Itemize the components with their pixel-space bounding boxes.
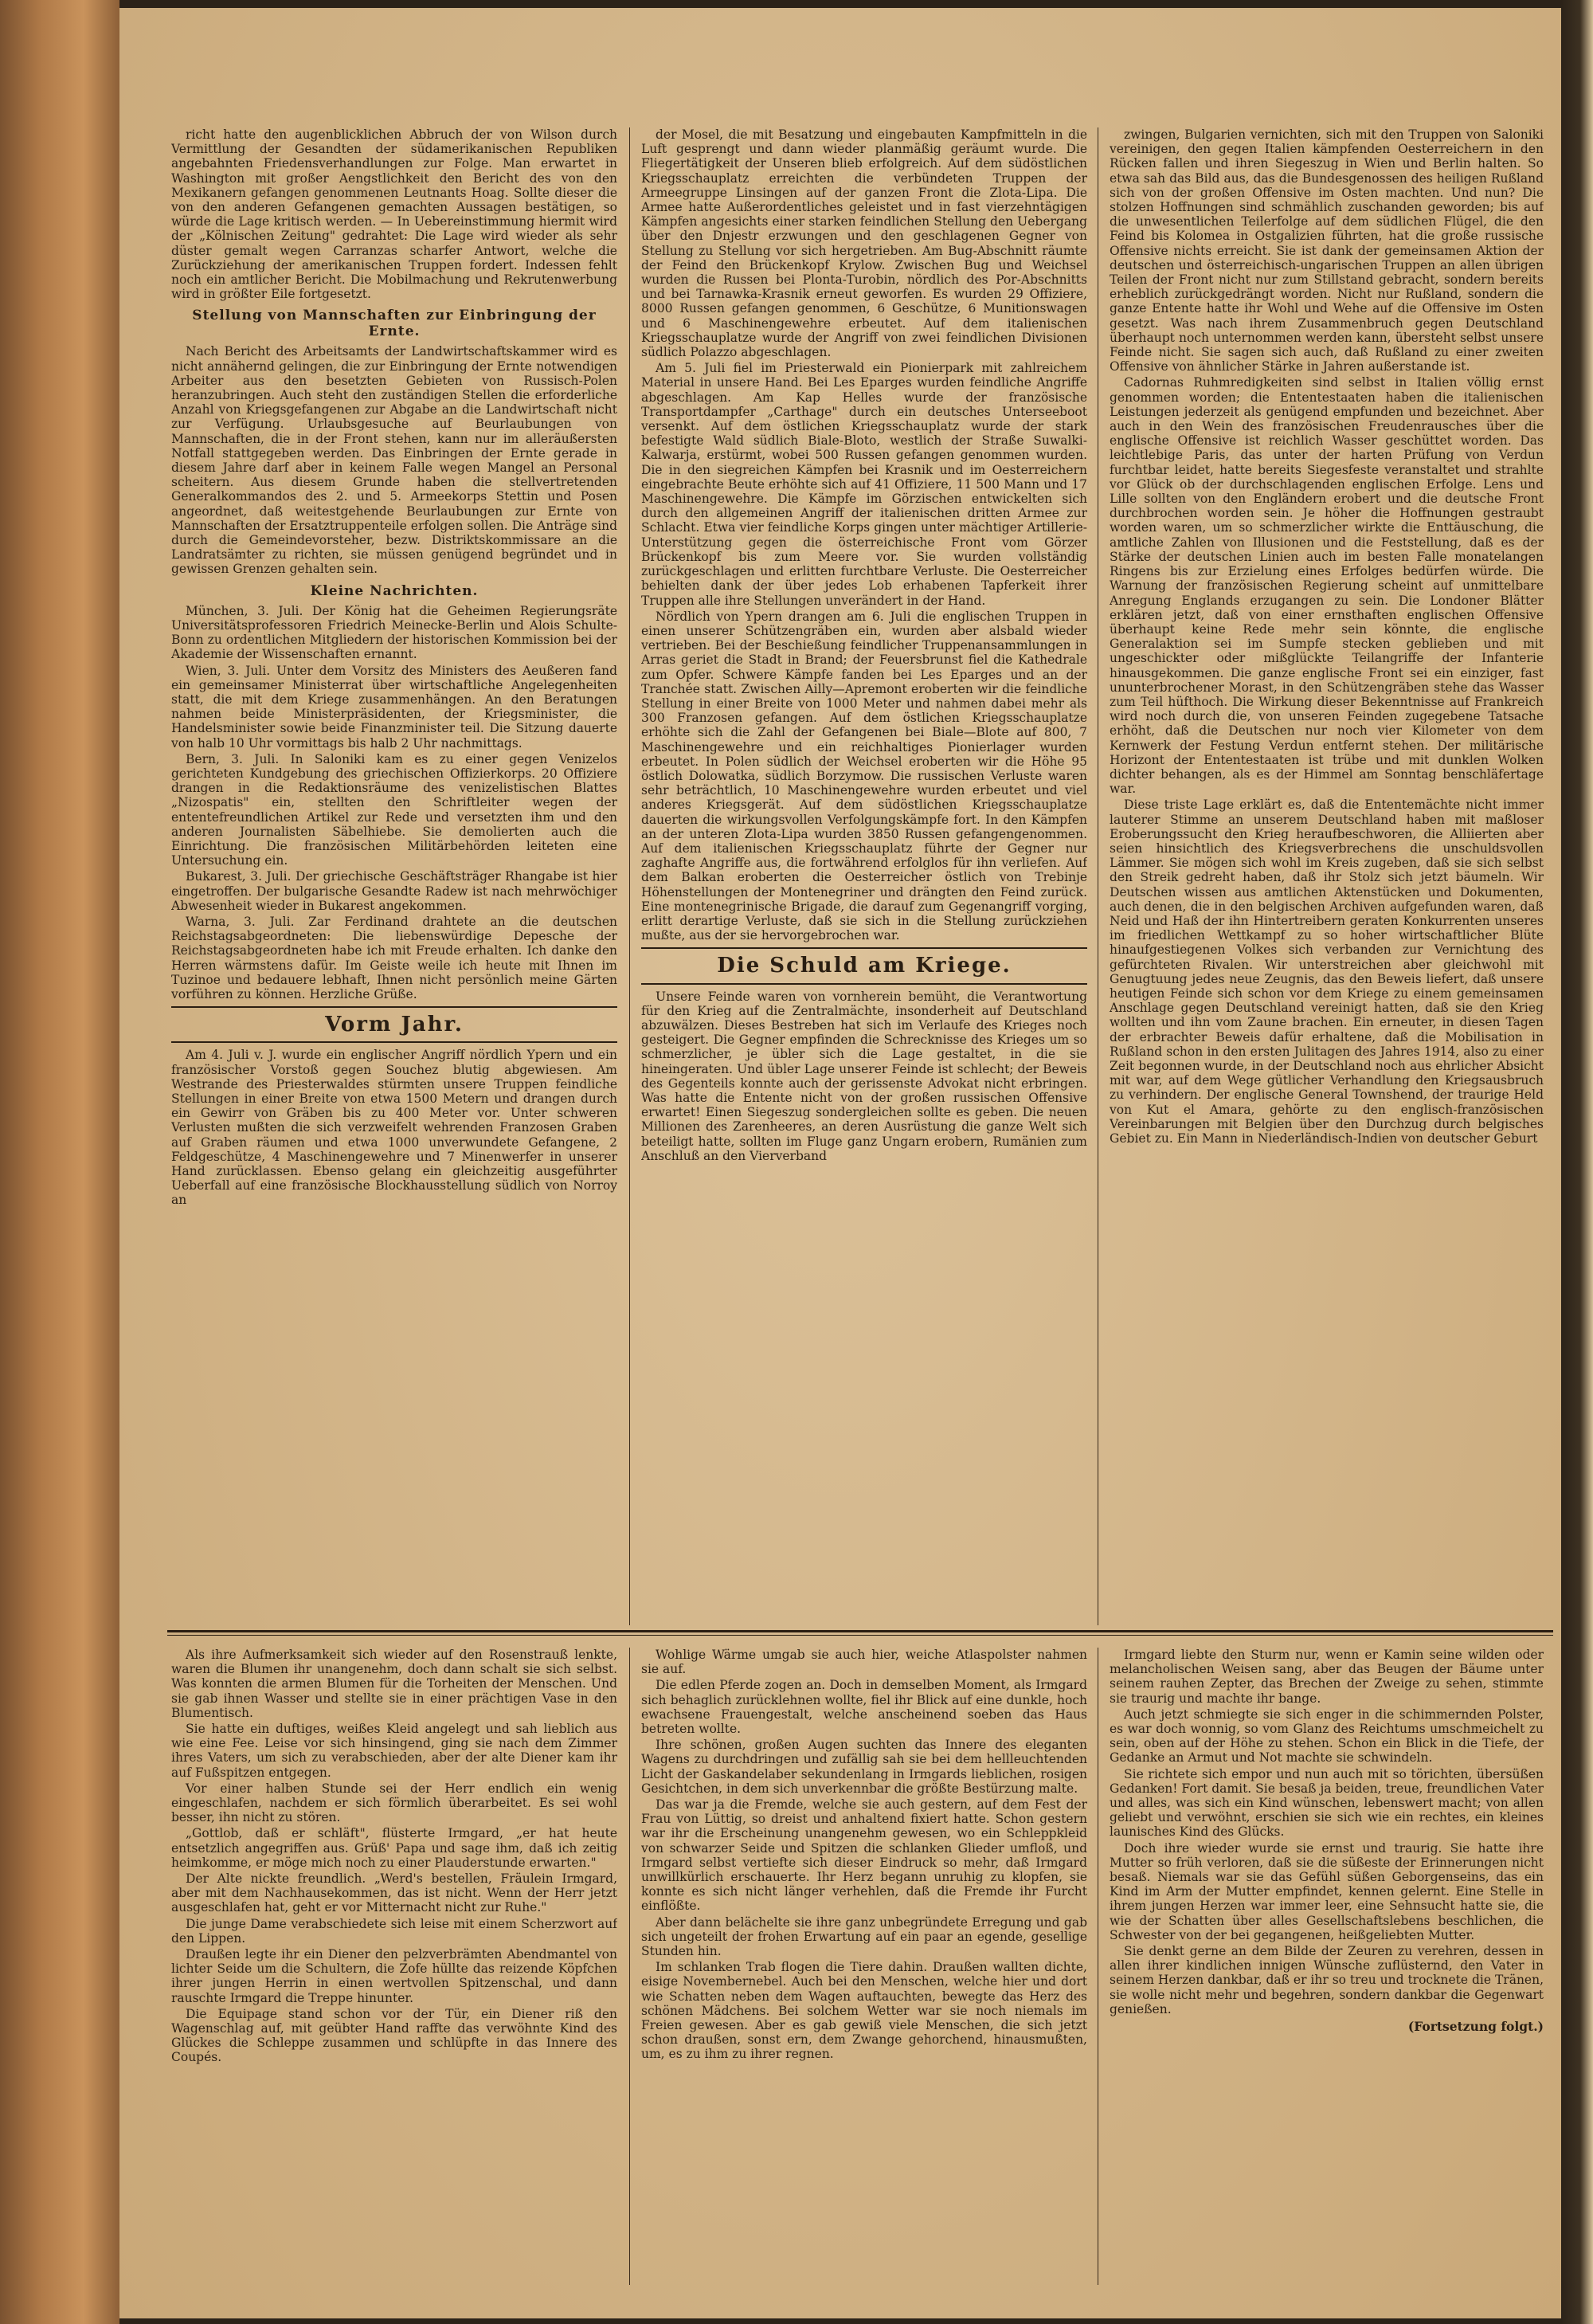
story-text: Sie hatte ein duftiges, weißes Kleid angelegt und sah lieblich aus wie eine Fee. Leise vor sich hinsingend, ging sie nach dem Zimmer ihres Vaters, um sich zu verabschieden, aber der alte Diener kam ihr auf Fußspitzen entgegen. bbox=[171, 1722, 617, 1780]
article-text: Unsere Feinde waren von vornherein bemüht, die Verantwortung für den Krieg auf die Zentralmächte, insonderheit auf Deutschland abzuwälzen. Dieses Bestreben hat sich im Verlaufe des Krieges noch gesteigert. Die Gegner empfinden die Schrecknisse des Krieges um so schmerzlicher, je übler sich die Lage gestaltet, in die sie hineingeraten. Und übler Lage unserer Feinde ist schlecht; der Beweis des Gegenteils konnte auch der gerissenste Advokat nicht erbringen. Was hatte die Entente nicht von der großen russischen Offensive erwartet! Einen Siegeszug sondergleichen sollte es geben. Die neuen Millionen des Zarenheeres, an deren Ausrüstung die ganze Welt sich beteiligt hatte, sollten im Fluge ganz Ungarn erobern, Rumänien zum Anschluß an den Vierverband bbox=[641, 989, 1087, 1163]
story-text: Vor einer halben Stunde sei der Herr endlich ein wenig eingeschlafen, nachdem er sich förmlich überarbeitet. Es sei wohl besser, ihn nicht zu stören. bbox=[171, 1781, 617, 1825]
section-box bbox=[171, 1006, 617, 1043]
story-text: Sie richtete sich empor und nun auch mit so törichten, übersüßen Gedanken! Fort damit. Sie besaß ja beiden, treue, freundlichen Vater und alles, was sich ein Kind wünschen, lebenswert macht; von allen geliebt und verwöhnt, erschien sie sich wie ein rechtes, ein kleines launisches Kind des Glücks. bbox=[1110, 1766, 1544, 1840]
article-text: der Mosel, die mit Besatzung und eingebauten Kampfmitteln in die Luft gesprengt und dann wieder planmäßig geräumt wurde. Die Fliegertätigkeit der Unseren blieb erfolgreich. Auf dem südöstlichen Kriegsschauplatz erreichten die verbündeten Truppen der Armeegruppe Linsingen auf der ganzen Front die Zlota-Lipa. Die Armee hatte Außerordentliches geleistet und in fast vierzehntägigen Kämpfen angesichts einer starken feindlichen Stellung den Uebergang über den Dnjestr erzwungen und den geschlagenen Gegner von Stellung zu Stellung vor sich hergetrieben. Am Bug-Abschnitt räumte der Feind den Brückenkopf Krylow. Zwischen Bug und Weichsel wurden die Russen bei Plonta-Turobin, nördlich des Por-Abschnitts und bei Tarnawka-Krasnik erneut geworfen. Es wurden 29 Offiziere, 8000 Russen gefangen genommen, 6 Geschütze, 6 Munitionswagen und 6 Maschinengewehre erbeutet. Auf dem italienischen Kriegsschauplatze wurde der Angriff von zwei feindlichen Divisionen südlich Polazzo abgeschlagen. bbox=[641, 127, 1087, 360]
article-text: Am 4. Juli v. J. wurde ein englischer Angriff nördlich Ypern und ein französischer Vorstoß gegen Souchez blutig abgewiesen. Am Westrande des Priesterwaldes stürmten unsere Truppen feindliche Stellungen in einer Breite von etwa 1500 Metern und drangen durch ein Gewirr von Gräben bis zu 400 Meter vor. Unter schweren Verlusten mußten die sich verzweifelt wehrenden Franzosen Graben auf Graben räumen und etwa 1000 unverwundete Gefangene, 2 Feldgeschütze, 4 Maschinengewehre und 7 Minenwerfer in unserer Hand zurücklassen. Ebenso gelang ein gleichzeitig ausgeführter Ueberfall auf eine französische Blockhausstellung südlich von Norroy an bbox=[171, 1048, 617, 1208]
newspaper-page bbox=[119, 8, 1561, 2318]
story-text: Wohlige Wärme umgab sie auch hier, weiche Atlaspolster nahmen sie auf. bbox=[641, 1648, 1087, 1677]
article-text: Diese triste Lage erklärt es, daß die Ententemächte nicht immer lauterer Stimme an unserem Deutschland haben mit maßloser Eroberungssucht den Krieg heraufbeschworen, die Alliierten aber seien hinsichtlich des Kriegsverbrechens die unschuldsvollen Lämmer. Sie mögen sich wohl im Kreis zugeben, daß sie sich selbst den Streik gedreht haben, daß ihr Stolz sich jetzt bäumeln. Wir Deutschen wissen aus amtlichen Aktenstücken und Dokumenten, auch denen, die in den belgischen Archiven aufgefunden waren, daß Neid und Haß der ihn Hintertreibern geraten Konkurrenten unseres im friedlichen Wettkampf zu so hoher wirtschaftlicher Blüte hinaufgestiegenen Volkes sich verbanden zur Vernichtung des gefürchteten Rivalen. Wir unterstreichen aber gleichwohl mit Genugtuung jedes neue Zeugnis, das den Beweis liefert, daß unsere heutigen Feinde sich schon vor dem Kriege zu einem gemeinsamen Anschlage gegen Deutschland vereinigt hatten, daß sie den Krieg wollten und ihn vom Zaune brachen. Ein erneuter, in diesen Tagen der erbrachter Beweis dafür erhaltene, daß die Mobilisation in Rußland schon in den ersten Julitagen des Jahres 1914, also zu einer Zeit begonnen wurde, in der Deutschland noch aus ehrlicher Absicht mit war, auf dem Wege gütlicher Verhandlung den Kriegsausbruch zu verhindern. Der englische General Townshend, der traurige Held von Kut el Amara, gehörte zu den englisch-französischen Vereinbarungen mit Belgien über den Durchzug durch belgisches Gebiet zu. Ein Mann in Niederländisch-Indien von deutscher Geburt bbox=[1110, 798, 1544, 1146]
feuilleton-column-2 bbox=[641, 1648, 1087, 2285]
article-text: richt hatte den augenblicklichen Abbruch der von Wilson durch Vermittlung der Gesandten der südamerikanischen Republiken angebahnten Friedensverhandlungen zur Folge. Man erwartet in Washington mit großer Aengstlichkeit den Bericht des von den Mexikanern gefangen genommenen Leutnants Hoag. Sollte dieser die von den anderen Gefangenen gemachten Aussagen bestätigen, so würde die Lage kritisch werden. — In Uebereinstimmung hiermit wird der „Kölnischen Zeitung" gedrahtet: Die Lage wird wieder als sehr düster gemalt wegen Carranzas scharfer Antwort, welche die Zurückziehung der amerikanischen Truppen fordert. Indessen fehlt noch ein amtlicher Bericht. Die Mobilmachung und Rekrutenwerbung wird in größter Eile fortgesetzt. bbox=[171, 127, 617, 302]
column-2 bbox=[641, 127, 1087, 1625]
story-text: Doch ihre wieder wurde sie ernst und traurig. Sie hatte ihre Mutter so früh verloren, daß sie die süßeste der Erinnerungen nicht besaß. Niemals war sie das Gefühl süßen Geborgenseins, das ein Kind im Arm der Mutter empfindet, kennen gelernt. Eine Stelle in ihrem jungen Herzen war immer leer, eine Sehnsucht hatte sie, die wie der Schatten über alles Gesellschaftslebens beschlichen, die Schwester von der bei gegangenen, heißgeliebten Mutter. bbox=[1110, 1840, 1544, 1942]
column-divider bbox=[629, 1648, 630, 2285]
feuilleton-column-1 bbox=[171, 1648, 617, 2285]
article-text: Nach Bericht des Arbeitsamts der Landwirtschaftskammer wird es nicht annähernd gelingen, die zur Einbringung der Ernte notwendigen Arbeiter aus den besetzten Gebieten von Russisch-Polen heranzubringen. Auch steht den zuständigen Stellen die erforderliche Anzahl von Kriegsgefangenen zur Abgabe an die Landwirtschaft nicht zur Verfügung. Urlaubsgesuche auf Beurlaubungen von Mannschaften, die in der Front stehen, kann nur im alleräußersten Notfall stattgegeben werden. Das Einbringen der Ernte gerade in diesem Jahre darf aber in keinem Falle wegen Mangel an Personal scheitern. Aus diesem Grunde haben die stellvertretenden Generalkommandos des 2. und 5. Armeekorps Stettin und Posen angeordnet, daß weitestgehende Beurlaubungen zur Ernte von Mannschaften der Ersatztruppenteile erfolgen sollen. Die Anträge sind durch die Gemeindevorsteher, bezw. Distriktskommissare an die Landratsämter zu richten, sie müssen genügend begründet und in gewissen Grenzen gehalten sein. bbox=[171, 344, 617, 577]
feuilleton-divider bbox=[167, 1635, 1553, 1636]
story-text: Ihre schönen, großen Augen suchten das Innere des eleganten Wagens zu durchdringen und zufällig sah sie bei dem hellleuchtenden Licht der Gaskandelaber sekundenlang in Irmgards lieblichen, rosigen Gesichtchen, in dem sich unverkennbar die größte Bestürzung malte. bbox=[641, 1738, 1087, 1796]
story-text: Die junge Dame verabschiedete sich leise mit einem Scherzwort auf den Lippen. bbox=[171, 1916, 617, 1946]
story-text: Im schlanken Trab flogen die Tiere dahin. Draußen wallten dichte, eisige Novembernebel. Auch bei den Menschen, welche hier und dort wie Schatten neben dem Wagen auftauchten, bewegte das Herz des schönen Mädchens. Bei solchem Wetter war sie noch niemals im Freien gewesen. Aber es gab gewiß viele Menschen, die sich jetzt schon draußen, sonst ern, dem Zwange gehorchend, hinausmußten, um, es zu ihm zu ihrer regnen. bbox=[641, 1960, 1087, 2062]
story-text: Die Equipage stand schon vor der Tür, ein Diener riß den Wagenschlag auf, mit geübter Hand raffte das verwöhnte Kind des Glückes die Schleppe zusammen und schlüpfte in das Innere des Coupés. bbox=[171, 2006, 617, 2065]
book-spine bbox=[0, 0, 119, 2324]
feuilleton-column-3 bbox=[1110, 1648, 1544, 2285]
story-text: Der Alte nickte freundlich. „Werd's bestellen, Fräulein Irmgard, aber mit dem Nachhausekommen, das ist nicht. Wenn der Herr jetzt ausgeschlafen hat, geht er vor Mitternacht nicht zur Ruhe." bbox=[171, 1871, 617, 1915]
story-text: Auch jetzt schmiegte sie sich enger in die schimmernden Polster, es war doch wonnig, so vom Glanz des Reichtums umschmeichelt zu sein, oben auf der Höhe zu stehen. Schon ein Blick in die Tiefe, der Gedanke an Armut und Not machte sie schwindeln. bbox=[1110, 1707, 1544, 1766]
column-divider bbox=[629, 127, 630, 1625]
news-item: Wien, 3. Juli. Unter dem Vorsitz des Ministers des Aeußeren fand ein gemeinsamer Ministerrat über wirtschaftliche Angelegenheiten statt, die mit dem Kriege zusammenhängen. An den Beratungen nahmen beide Ministerpräsidenten, der Kriegsminister, die Handelsminister sowie beide Finanzminister teil. Die Sitzung dauerte von halb 10 Uhr vormittags bis halb 2 Uhr nachmittags. bbox=[171, 663, 617, 750]
story-text: Sie denkt gerne an dem Bilde der Zeuren zu verehren, dessen in allen ihrer kindlichen innigen Wünsche zuflüsternd, den Vater in seinem Herzen dankbar, daß er ihr so treu und trocknete die Tränen, sie wolle nicht mehr und begehren, sondern dankbar die Gegenwart genießen. bbox=[1110, 1944, 1544, 2016]
story-text: Aber dann belächelte sie ihre ganz unbegründete Erregung und gab sich ungeteilt der frohen Erwartung auf ein paar an egende, gesellige Stunden hin. bbox=[641, 1914, 1087, 1959]
story-text: Draußen legte ihr ein Diener den pelzverbrämten Abendmantel von lichter Seide um die Schultern, die Zofe hüllte das reizende Köpfchen ihrer jungen Herrin in einen wertvollen Spitzenschal, und dann rauschte Irmgard die Treppe hinunter. bbox=[171, 1947, 617, 2005]
headline-vorm-jahr: Vorm Jahr. bbox=[325, 1013, 464, 1037]
headline-schuld-am-kriege: Die Schuld am Kriege. bbox=[717, 954, 1012, 978]
feuilleton-divider bbox=[167, 1630, 1553, 1632]
column-1 bbox=[171, 127, 617, 1625]
news-item: Bern, 3. Juli. In Saloniki kam es zu einer gegen Venizelos gerichteten Kundgebung des griechischen Offizierkorps. 20 Offiziere drangen in die Redaktionsräume des venizelistischen Blattes „Nizospatis" ein, stellten den Schriftleiter wegen der ententefreundlichen Artikel zur Rede und versetzten ihm und den anderen Journalisten Säbelhiebe. Sie demolierten auch die Einrichtung. Die französischen Militärbehörden leiteten eine Untersuchung ein. bbox=[171, 751, 617, 868]
news-item: Warna, 3. Juli. Zar Ferdinand drahtete an die deutschen Reichstagsabgeordneten: Die liebenswürdige Depesche der Reichstagsabgeordneten habe ich mit Freude erhalten. Ich danke den Herren wärmstens dafür. Im Geiste weile ich heute mit Ihnen im Tuzinoe und bedauere lebhaft, Ihnen nicht persönlich meine Gärten vorführen zu können. Herzliche Grüße. bbox=[171, 914, 617, 1001]
article-text: Nördlich von Ypern drangen am 6. Juli die englischen Truppen in einen unserer Schützengräben ein, wurden aber alsbald wieder vertrieben. Bei der Beschießung feindlicher Truppenansammlungen in Arras geriet die Stadt in Brand; der Feuersbrunst fiel die Kathedrale zum Opfer. Schwere Kämpfe fanden bei Les Eparges und an der Tranchée statt. Zwischen Ailly—Apremont eroberten wir die feindliche Stellung in einer Breite von 1000 Meter und nahmen dabei mehr als 300 Franzosen gefangen. Auf dem östlichen Kriegsschauplatze erhöhte sich die Zahl der Gefangenen bei Biale—Blote auf 800, 7 Maschinengewehre und ein reichhaltiges Pionierlager wurden erbeutet. In Polen südlich der Weichsel eroberten wir die Höhe 95 östlich Dolowatka, südlich Borzymow. Die russischen Verluste waren sehr beträchtlich, 10 Maschinengewehre wurden erbeutet und viel anderes Kriegsgerät. Auf dem südöstlichen Kriegsschauplatze dauerten die wirkungsvollen Verfolgungskämpfe fort. In den Kämpfen an der unteren Zlota-Lipa wurden 3850 Russen gefangengenommen. Auf dem italienischen Kriegsschauplatz führte der Gegner nur zaghafte Angriffe aus, die fortwährend erfolglos für ihn verliefen. Auf dem Balkan eroberten die Oesterreicher östlich von Trebinje Höhenstellungen der Montenegriner und drängten den Feind zurück. Eine montenegrinische Brigade, die darauf zum Gegenangriff vorging, erlitt derartige Verluste, daß sie sich in die Stellung zurückziehen mußte, aus der sie hervorgebrochen war. bbox=[641, 609, 1087, 943]
column-3 bbox=[1110, 127, 1544, 1625]
story-text: Irmgard liebte den Sturm nur, wenn er Kamin seine wilden oder melancholischen Weisen sang, aber das Beugen der Bäume unter seinem rauhen Zepter, das Brechen der Zweige zu sehen, stimmte sie traurig und machte ihr bange. bbox=[1110, 1648, 1544, 1706]
headline-kleine-nachrichten: Kleine Nachrichten. bbox=[310, 582, 479, 599]
story-text: Als ihre Aufmerksamkeit sich wieder auf den Rosenstrauß lenkte, waren die Blumen ihr unangenehm, doch dann schalt sie sich selbst. Was konnten die armen Blumen für die Torheiten der Menschen. Und sie gab ihnen Wasser und stellte sie in einer prächtigen Vase in den Blumentisch. bbox=[171, 1648, 617, 1720]
headline-ernte: Stellung von Mannschaften zur Einbringung der Ernte. bbox=[192, 308, 597, 340]
section-box bbox=[641, 947, 1087, 984]
continuation-note: (Fortsetzung folgt.) bbox=[1407, 2019, 1544, 2035]
story-text: Die edlen Pferde zogen an. Doch in demselben Moment, als Irmgard sich behaglich zurücklehnen wollte, fiel ihr Blick auf eine dunkle, hoch ewachsene Frauengestalt, welche anscheinend soeben das Haus betreten wollte. bbox=[641, 1678, 1087, 1737]
article-text: zwingen, Bulgarien vernichten, sich mit den Truppen von Saloniki vereinigen, den gegen Italien kämpfenden Oesterreichern in den Rücken fallen und ihren Siegeszug in Wien und Berlin halten. So etwa sah das Bild aus, das die Bundesgenossen des heiligen Rußland sich von der großen Offensive im Osten machten. Und nun? Die stolzen Hoffnungen sind schmählich zuschanden geworden; bis auf die unwesentlichen Teilerfolge auf dem südlichen Flügel, die den Feind bis Kolomea in Ostgalizien führten, hat die große russische Offensive nichts erreicht. Sie ist dank der gemeinsamen Aktion der deutschen und österreichisch-ungarischen Truppen an allen übrigen Teilen der Front nicht nur zum Stillstand gebracht, sondern bereits erheblich zurückgedrängt worden. Nicht nur Rußland, sondern die ganze Entente hatte ihr Wohl und Wehe auf die Offensive im Osten gesetzt. Was nach ihrem Zusammenbruch gegen Deutschland überhaupt noch unternommen werden kann, übersteht selbst unsere Feinde nicht. Sie sagen sich auch, daß Rußland zu einer zweiten Offensive von ähnlicher Stärke in Jahren außerstande ist. bbox=[1110, 127, 1544, 374]
news-item: München, 3. Juli. Der König hat die Geheimen Regierungsräte Universitätsprofessoren Friedrich Meinecke-Berlin und Alois Schulte-Bonn zu ordentlichen Mitgliedern der historischen Kommission bei der Akademie der Wissenschaften ernannt. bbox=[171, 603, 617, 662]
page-right-edge bbox=[1561, 0, 1593, 2324]
article-text: Cadornas Ruhmredigkeiten sind selbst in Italien völlig ernst genommen worden; die Ententestaaten haben die italienischen Leistungen jederzeit als genügend empfunden und bezeichnet. Aber auch in den Wein des französischen Freudenrausches über die englische Offensive ist reichlich Wasser geschüttet worden. Das leichtlebige Paris, das unter der harten Prüfung von Verdun furchtbar leidet, hatte bereits Siegesfeste veranstaltet und strahlte vor Glück ob der durchschlagenden englischen Erfolge. Lens und Lille sollten von den Engländern erobert und die deutsche Front durchbrochen worden sein. Je höher die Hoffnungen gestraubt worden waren, um so schmerzlicher wirkte die Enttäuschung, die amtliche Zahlen von Illusionen und die Feststellung, daß es der Stärke der deutschen Linien auch im besten Falle monatelangen Ringens bis zur Erzielung eines Erfolges bedürfen würde. Die Warnung der französischen Regierung scheint auf unmittelbare Anregung Englands erzugangen zu sein. Die Londoner Blätter erklären jetzt, daß von einer ernsthaften englischen Offensive überhaupt keine Rede mehr sein könnte, die englische Generalaktion sei im Sumpfe stecken geblieben und mit ungeschickter oder mißglückte Teilangriffe der Infanterie hinausgekommen. Die ganze englische Front sei ein einziger, fast ununterbrochener Morast, in den Schützengräben stehe das Wasser zum Teil hüfthoch. Die Wirkung dieser Bekenntnisse auf Frankreich wird noch durch die, von unseren Feinden zugegebene Tatsache erhöht, daß die Deutschen nur noch vier Kilometer von dem Kernwerk der Festung Verdun entfernt stehen. Der militärische Horizont der Ententestaaten ist trübe und mit dunklen Wolken dichter behangen, als es der Himmel am Sonntag benschläfertage war. bbox=[1110, 375, 1544, 797]
story-text: Das war ja die Fremde, welche sie auch gestern, auf dem Fest der Frau von Lüttig, so dreist und anhaltend fixiert hatte. Schon gestern war ihr die Erscheinung unangenehm gewesen, wo ein Schleppkleid von schwarzer Seide und Spitzen die schlanken Glieder umfloß, und Irmgard selbst vertiefte sich dieser Eindruck so mehr, daß Irmgard unwillkürlich erschauerte. Ihr Herz begann unruhig zu klopfen, sie konnte es sich nicht länger verhehlen, daß die Fremde ihr Furcht einflößte. bbox=[641, 1797, 1087, 1914]
story-text: „Gottlob, daß er schläft", flüsterte Irmgard, „er hat heute entsetzlich angegriffen aus. Grüß' Papa und sage ihm, daß ich zeitig heimkomme, er möge mich noch zu einer Plauderstunde erwarten." bbox=[171, 1826, 617, 1870]
news-item: Bukarest, 3. Juli. Der griechische Geschäftsträger Rhangabe ist hier eingetroffen. Der bulgarische Gesandte Radew ist nach mehrwöchiger Abwesenheit wieder in Bukarest angekommen. bbox=[171, 869, 617, 913]
article-text: Am 5. Juli fiel im Priesterwald ein Pionierpark mit zahlreichem Material in unsere Hand. Bei Les Eparges wurden feindliche Angriffe abgeschlagen. Am Kap Helles wurde der französische Transportdampfer „Carthage" durch ein deutsches Unterseeboot versenkt. Auf dem östlichen Kriegsschauplatz wurde der stark befestigte Wald südlich Biale-Bloto, westlich der Straße Suwalki-Kalwarja, erstürmt, wobei 500 Russen gefangen genommen wurden. Die in den siegreichen Kämpfen bei Krasnik und im Oesterreichern eingebrachte Beute erhöhte sich auf 41 Offiziere, 11 500 Mann und 17 Maschinengewehre. Die Kämpfe im Görzischen entwickelten sich durch den allgemeinen Angriff der italienischen dritten Armee zur Schlacht. Etwa vier feindliche Korps gingen unter mächtiger Artillerie-Unterstützung gegen die österreichische Front vom Görzer Brückenkopf bis zum Meere vor. Sie wurden vollständig zurückgeschlagen und erlitten furchtbare Verluste. Die Oesterreicher behielten dank der über jedes Lob erhabenen Tapferkeit ihrer Truppen alle ihre Stellungen unverändert in der Hand. bbox=[641, 361, 1087, 608]
